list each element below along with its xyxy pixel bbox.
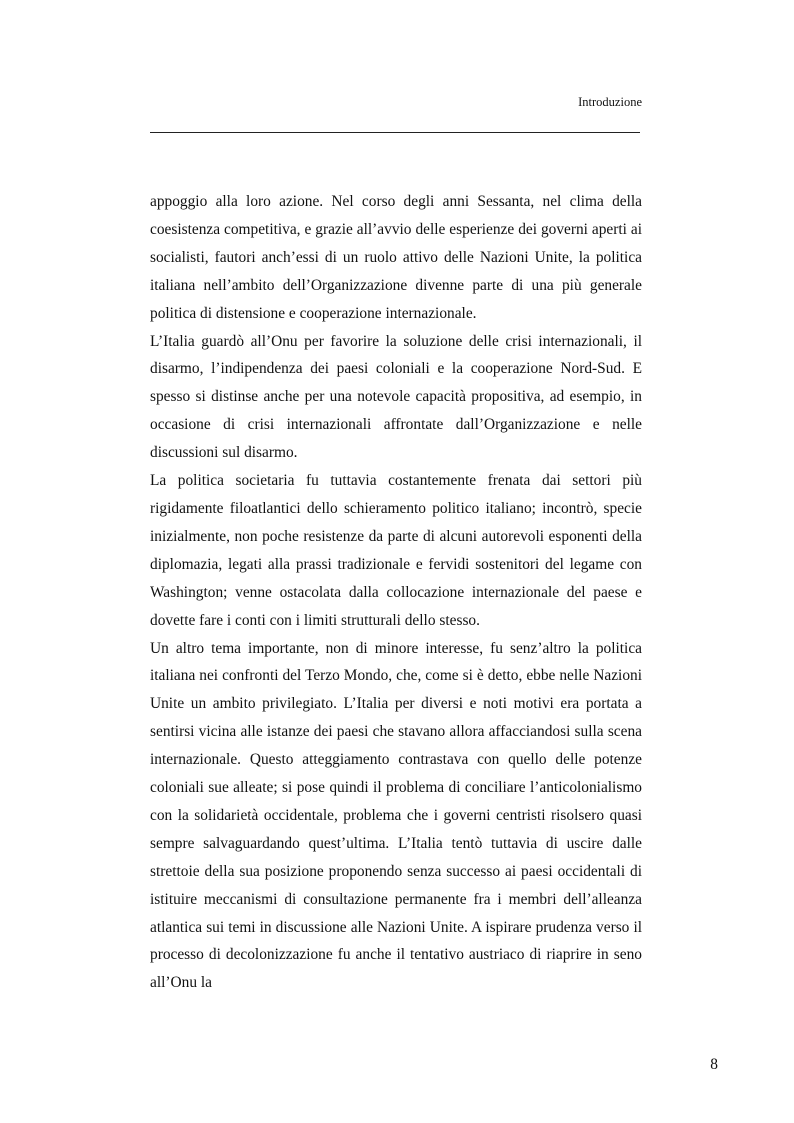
page-number: 8 xyxy=(710,1056,718,1073)
running-header-title: Introduzione xyxy=(578,95,642,109)
header-rule xyxy=(150,132,640,133)
paragraph-3: La politica societaria fu tuttavia costantemente frenata dai settori più rigidamente filoatlantici dello schieramento politico italiano; incontrò, specie inizialmente, non poche resistenze da parte di alcuni autorevoli esponenti della diplomazia, legati alla prassi tradizionale e fervidi sostenitori del legame con Washington; venne ostacolata dalla collocazione internazionale del paese e dovette fare i conti con i limiti strutturali dello stesso. xyxy=(150,472,642,629)
body-text xyxy=(150,188,642,997)
paragraph-1: appoggio alla loro azione. Nel corso degli anni Sessanta, nel clima della coesistenza competitiva, e grazie all’avvio delle esperienze dei governi aperti ai socialisti, fautori anch’essi di un ruolo attivo delle Nazioni Unite, la politica italiana nell’ambito dell’Organizzazione divenne parte di una più generale politica di distensione e cooperazione internazionale. xyxy=(150,193,642,322)
paragraph-2: L’Italia guardò all’Onu per favorire la soluzione delle crisi internazionali, il disarmo, l’indipendenza dei paesi coloniali e la cooperazione Nord-Sud. E spesso si distinse anche per una notevole capacità propositiva, ad esempio, in occasione di crisi internazionali affrontate dall’Organizzazione e nelle discussioni sul disarmo. xyxy=(150,332,642,462)
paragraph-4: Un altro tema importante, non di minore interesse, fu senz’altro la politica italiana nei confronti del Terzo Mondo, che, come si è detto, ebbe nelle Nazioni Unite un ambito privilegiato. L’Italia per diversi e noti motivi era portata a sentirsi vicina alle istanze dei paesi che stavano allora affacciandosi sulla scena internazionale. Questo atteggiamento contrastava con quello delle potenze coloniali sue alleate; si pose quindi il problema di conciliare l’anticolonialismo con la solidarietà occidentale, problema che i governi centristi risolsero quasi sempre salvaguardando quest’ultima. L’Italia tentò tuttavia di uscire dalle strettoie della sua posizione proponendo senza successo ai paesi occidentali di istituire meccanismi di consultazione permanente fra i membri dell’alleanza atlantica sui temi in discussione alle Nazioni Unite. A ispirare prudenza verso il processo di decolonizzazione fu anche il tentativo austriaco di riaprire in seno all’Onu la xyxy=(150,639,642,992)
